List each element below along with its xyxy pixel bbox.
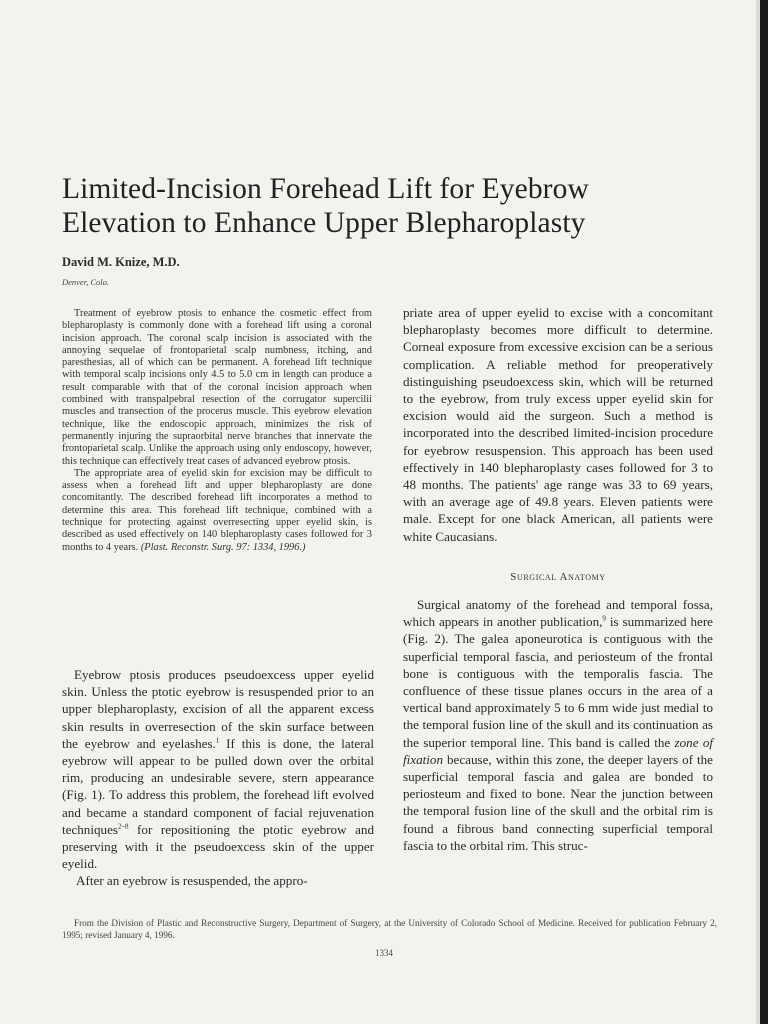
footnote: From the Division of Plastic and Reconstructive Surgery, Department of Surgery, at the University of Colorado School of Medicine. Received for publication February 2, 1995; revised January 4, 1996. xyxy=(62,918,717,940)
abstract-paragraph-1: Treatment of eyebrow ptosis to enhance the cosmetic effect from blepharoplasty is commonly done with a forehead lift using a coronal incision approach. The coronal scalp incision is associated with the annoying sequelae of frontoparietal scalp numbness, itching, and paresthesias, all of which can be permanent. A forehead lift technique with temporal scalp incisions only 4.5 to 5.0 cm in length can produce a result comparable with that of the coronal incision approach when combined with transpalpebral resection of the corrugator supercilii muscles and transection of the procerus muscle. This eyebrow elevation technique, like the endoscopic approach, minimizes the risk of permanently injuring the supraorbital nerve branches that innervate the frontoparietal scalp. Unlike the approach using only endoscopy, however, this technique can effectively treat cases of advanced eyebrow ptosis. xyxy=(62,308,372,467)
author-name: David M. Knize, M.D. xyxy=(62,255,180,269)
abstract xyxy=(62,308,372,554)
body-column-right xyxy=(403,304,713,854)
body-text: is summarized here (Fig. 2). The galea aponeurotica is contiguous with the superficial temporal fascia, and periosteum of the frontal bone is contiguous with the temporalis fascia. The confluence of these tissue planes occurs in the area of a vertical band approximately 5 to 6 mm wide just medial to the temporal fusion line of the skull and its continuation as the superior temporal line. This band is called the xyxy=(403,614,713,750)
body-column-left xyxy=(62,666,374,890)
reference-marker: 2–8 xyxy=(118,822,129,831)
abstract-paragraph-2-text: The appropriate area of eyelid skin for excision may be difficult to assess when a forehead lift and upper blepharoplasty are done concomitantly. The described forehead lift incorporates a method to determine this area. This forehead lift technique, combined with a technique for protecting against overresecting upper eyelid skin, is described as used effectively on 140 blepharoplasty cases followed for 3 months to 4 years. xyxy=(62,467,372,553)
abstract-paragraph-2 xyxy=(62,468,372,554)
article-title xyxy=(62,172,742,240)
author-location: Denver, Colo. xyxy=(62,277,109,287)
body-paragraph xyxy=(403,596,713,854)
body-text: Eyebrow ptosis produces pseudoexcess upper eyelid skin. Unless the ptotic eyebrow is resuspended prior to an upper blepharoplasty, excision of all the apparent excess skin results in overresection of the skin surface between the eyebrow and eyelashes. xyxy=(62,667,374,751)
section-heading: Surgical Anatomy xyxy=(510,570,606,583)
page-number: 1334 xyxy=(375,948,393,958)
scan-border xyxy=(760,0,768,1024)
body-text: If this is done, the lateral eyebrow will appear to be pulled down over the orbital rim, producing an undesirable severe, stern appearance (Fig. 1). To address this problem, the forehead lift evolved and became a standard component of facial rejuvenation techniques xyxy=(62,735,375,837)
reference-marker: 9 xyxy=(602,614,606,623)
title-line-1: Limited-Incision Forehead Lift for Eyebrow xyxy=(62,173,589,205)
body-paragraph: priate area of upper eyelid to excise with a concomitant blepharoplasty becomes more difficult to determine. Corneal exposure from excessive excision can be a serious complication. A reliable method for preoperatively distinguishing pseudoexcess skin, which will be returned to the eyebrow, from truly excess upper eyelid skin for excision would aid the surgeon. Such a method is incorporated into the described limited-incision procedure for eyebrow resuspension. This approach has been used effectively in 140 blepharoplasty cases followed for 3 to 48 months. The patients' age range was 33 to 69 years, with an average age of 49.8 years. Eleven patients were male. Except for one black American, all patients were white Caucasians. xyxy=(403,305,713,544)
title-line-2: Elevation to Enhance Upper Blepharoplasty xyxy=(62,207,586,239)
body-paragraph xyxy=(62,666,374,872)
defined-term: zone of fixation xyxy=(403,734,713,767)
body-text: because, within this zone, the deeper layers of the superficial temporal fascia and galea are bonded to periosteum and fixed to bone. Near the junction between the temporal fusion line of the skull and the orbital rim is found a fibrous band connecting superficial temporal fascia to the orbital rim. This struc- xyxy=(403,751,713,853)
body-paragraph: After an eyebrow is resuspended, the appro- xyxy=(76,873,308,889)
citation: (Plast. Reconstr. Surg. 97: 1334, 1996.) xyxy=(140,541,306,553)
reference-marker: 1 xyxy=(215,736,220,745)
body-text: for repositioning the ptotic eyebrow and preserving with it the pseudoexcess skin of the upper eyelid. xyxy=(62,821,374,872)
body-text: Surgical anatomy of the forehead and temporal fossa, which appears in another publication, xyxy=(403,597,713,630)
